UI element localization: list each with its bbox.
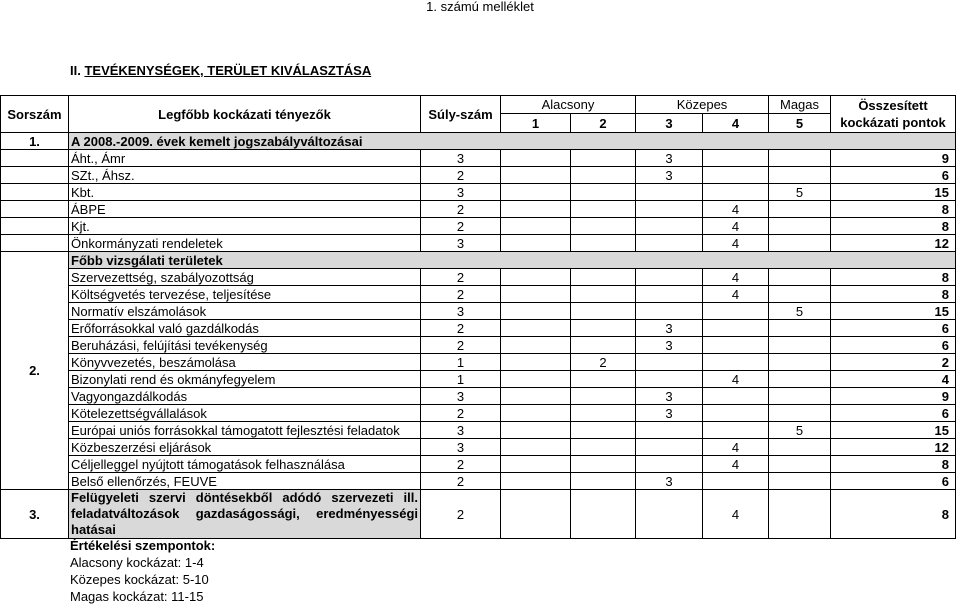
table-row [1,439,956,456]
level-cell: 3 [636,473,703,490]
level-cell: 3 [636,150,703,167]
level-cell [703,150,769,167]
level-cell: 4 [703,218,769,235]
level-cell [571,490,636,539]
total-cell: 15 [831,303,956,320]
weight-cell: 3 [421,422,501,439]
level-cell [636,286,703,303]
level-cell [571,150,636,167]
level-cell [571,439,636,456]
group1-title: A 2008.-2009. évek kemelt jogszabályváltozásai [69,133,956,150]
total-cell: 6 [831,405,956,422]
group2-number: 2. [1,252,69,490]
header-low: Alacsony [501,96,636,114]
total-cell: 8 [831,490,956,539]
level-cell [769,473,831,490]
table-row [1,320,956,337]
level-cell [769,201,831,218]
level-cell [501,490,571,539]
row-number-empty [1,235,69,252]
level-cell [571,371,636,388]
total-cell: 12 [831,439,956,456]
table-row [1,490,956,539]
level-cell [571,456,636,473]
weight-cell: 2 [421,269,501,286]
level-cell [703,354,769,371]
level-cell [636,354,703,371]
level-cell [769,218,831,235]
level-cell [769,354,831,371]
criteria-title: Értékelési szempontok: [70,538,216,553]
table-row [1,371,956,388]
level-cell [636,269,703,286]
group3-name: Felügyeleti szervi döntésekből adódó szervezeti ill. feladatváltozások gazdaságossági, eredményességi hatásai [69,490,421,539]
level-cell [571,473,636,490]
table-row [1,456,956,473]
table-row [1,218,956,235]
weight-cell: 3 [421,388,501,405]
weight-cell: 3 [421,184,501,201]
factor-name: Kbt. [69,184,421,201]
total-cell: 4 [831,371,956,388]
level-cell: 3 [636,320,703,337]
level-1: 1 [501,114,571,133]
level-cell [501,456,571,473]
level-cell [571,269,636,286]
factor-name: Beruházási, felújítási tevékenység [69,337,421,354]
weight-cell: 1 [421,354,501,371]
level-cell [769,371,831,388]
level-cell [571,184,636,201]
level-cell: 3 [636,405,703,422]
criteria-item-low: Alacsony kockázat: 1-4 [70,555,204,570]
factor-name: Költségvetés tervezése, teljesítése [69,286,421,303]
level-3: 3 [636,114,703,133]
level-cell [703,473,769,490]
level-cell [769,286,831,303]
level-cell: 5 [769,303,831,320]
level-cell [501,150,571,167]
table-row [1,184,956,201]
level-cell [703,405,769,422]
level-cell [501,354,571,371]
level-cell [636,371,703,388]
header-total-line1: Összesített [858,98,928,113]
level-cell: 3 [636,167,703,184]
row-number-empty [1,150,69,167]
table-row [1,405,956,422]
table-row [1,337,956,354]
level-cell [501,320,571,337]
factor-name: SZt., Áhsz. [69,167,421,184]
total-cell: 15 [831,422,956,439]
level-cell [636,490,703,539]
factor-name: Áht., Ámr [69,150,421,167]
section-title [70,63,371,79]
level-cell [769,320,831,337]
level-cell [703,337,769,354]
group3-number: 3. [1,490,69,539]
factor-name: Könyvvezetés, beszámolása [69,354,421,371]
weight-cell: 2 [421,320,501,337]
weight-cell: 2 [421,490,501,539]
level-cell [769,150,831,167]
level-cell [636,218,703,235]
level-cell [703,320,769,337]
row-number-empty [1,184,69,201]
header-weight: Súly-szám [421,96,501,133]
weight-cell: 2 [421,167,501,184]
evaluation-criteria [70,537,215,605]
level-cell [571,337,636,354]
level-cell [769,167,831,184]
table-row [1,167,956,184]
level-cell [636,201,703,218]
level-cell [571,201,636,218]
weight-cell: 3 [421,235,501,252]
level-cell [571,303,636,320]
level-cell [501,184,571,201]
level-cell [703,184,769,201]
table-row [1,150,956,167]
level-cell [636,439,703,456]
level-cell [769,235,831,252]
factor-name: Bizonylati rend és okmányfegyelem [69,371,421,388]
total-cell: 6 [831,167,956,184]
factor-name: Céljelleggel nyújtott támogatások felhasználása [69,456,421,473]
section-title-text: TEVÉKENYSÉGEK, TERÜLET KIVÁLASZTÁSA [84,63,372,78]
level-2: 2 [571,114,636,133]
header-sorszam: Sorszám [1,96,69,133]
weight-cell: 3 [421,439,501,456]
header-factors: Legfőbb kockázati tényezők [69,96,421,133]
section-prefix: II. [70,63,85,78]
factor-name: Önkormányzati rendeletek [69,235,421,252]
table-row [1,201,956,218]
header-total [831,96,956,133]
level-cell: 3 [636,337,703,354]
weight-cell: 2 [421,473,501,490]
level-cell [571,320,636,337]
level-cell [501,473,571,490]
level-cell [501,422,571,439]
group2-title: Főbb vizsgálati területek [69,252,956,269]
level-cell [501,439,571,456]
criteria-item-medium: Közepes kockázat: 5-10 [70,572,209,587]
factor-name: Vagyongazdálkodás [69,388,421,405]
level-cell [769,269,831,286]
factor-name: Szervezettség, szabályozottság [69,269,421,286]
table-row [1,286,956,303]
header-total-line2: kockázati pontok [840,115,946,130]
total-cell: 6 [831,337,956,354]
header-high: Magas [769,96,831,114]
level-cell [636,456,703,473]
factor-name: Európai uniós forrásokkal támogatott fejlesztési feladatok [69,422,421,439]
total-cell: 6 [831,473,956,490]
level-cell [769,388,831,405]
header-medium: Közepes [636,96,769,114]
level-cell: 2 [571,354,636,371]
table-row [1,269,956,286]
criteria-item-high: Magas kockázat: 11-15 [70,589,204,604]
level-4: 4 [703,114,769,133]
factor-name: Belső ellenőrzés, FEUVE [69,473,421,490]
total-cell: 8 [831,201,956,218]
row-number-empty [1,167,69,184]
table-row [1,303,956,320]
weight-cell: 3 [421,150,501,167]
level-cell [703,422,769,439]
weight-cell: 2 [421,286,501,303]
level-cell [501,388,571,405]
level-cell [501,201,571,218]
level-cell [501,337,571,354]
level-cell [501,405,571,422]
factor-name: ÁBPE [69,201,421,218]
risk-table [0,95,956,539]
level-cell [769,337,831,354]
total-cell: 2 [831,354,956,371]
factor-name: Erőforrásokkal való gazdálkodás [69,320,421,337]
weight-cell: 2 [421,201,501,218]
level-cell [703,388,769,405]
factor-name: Kötelezettségvállalások [69,405,421,422]
total-cell: 8 [831,269,956,286]
level-cell [571,235,636,252]
level-cell: 5 [769,184,831,201]
table-row [1,422,956,439]
table-row [1,388,956,405]
level-cell [636,235,703,252]
level-cell [501,286,571,303]
total-cell: 8 [831,218,956,235]
total-cell: 12 [831,235,956,252]
factor-name: Normatív elszámolások [69,303,421,320]
level-cell [769,439,831,456]
total-cell: 9 [831,388,956,405]
level-cell [571,405,636,422]
weight-cell: 3 [421,303,501,320]
total-cell: 8 [831,286,956,303]
table-row [1,354,956,371]
total-cell: 9 [831,150,956,167]
page-header: 1. számú melléklet [426,0,534,14]
weight-cell: 1 [421,371,501,388]
total-cell: 8 [831,456,956,473]
level-5: 5 [769,114,831,133]
weight-cell: 2 [421,337,501,354]
level-cell: 3 [636,388,703,405]
level-cell [571,167,636,184]
level-cell [571,422,636,439]
level-cell [636,184,703,201]
level-cell: 4 [703,456,769,473]
total-cell: 6 [831,320,956,337]
level-cell [571,286,636,303]
weight-cell: 2 [421,218,501,235]
level-cell [769,405,831,422]
level-cell: 4 [703,439,769,456]
level-cell: 4 [703,235,769,252]
level-cell [703,167,769,184]
level-cell [501,167,571,184]
weight-cell: 2 [421,456,501,473]
level-cell: 4 [703,490,769,539]
level-cell [636,422,703,439]
weight-cell: 2 [421,405,501,422]
level-cell [636,303,703,320]
level-cell [501,269,571,286]
level-cell [501,303,571,320]
level-cell [501,218,571,235]
level-cell: 4 [703,371,769,388]
table-row [1,473,956,490]
level-cell [769,490,831,539]
level-cell [769,456,831,473]
factor-name: Közbeszerzési eljárások [69,439,421,456]
level-cell: 5 [769,422,831,439]
table-row [1,252,956,269]
level-cell: 4 [703,286,769,303]
group1-number: 1. [1,133,69,150]
table-row [1,235,956,252]
row-number-empty [1,201,69,218]
level-cell [501,235,571,252]
total-cell: 15 [831,184,956,201]
row-number-empty [1,218,69,235]
level-cell: 4 [703,269,769,286]
level-cell: 4 [703,201,769,218]
level-cell [571,388,636,405]
level-cell [703,303,769,320]
factor-name: Kjt. [69,218,421,235]
level-cell [501,371,571,388]
level-cell [571,218,636,235]
